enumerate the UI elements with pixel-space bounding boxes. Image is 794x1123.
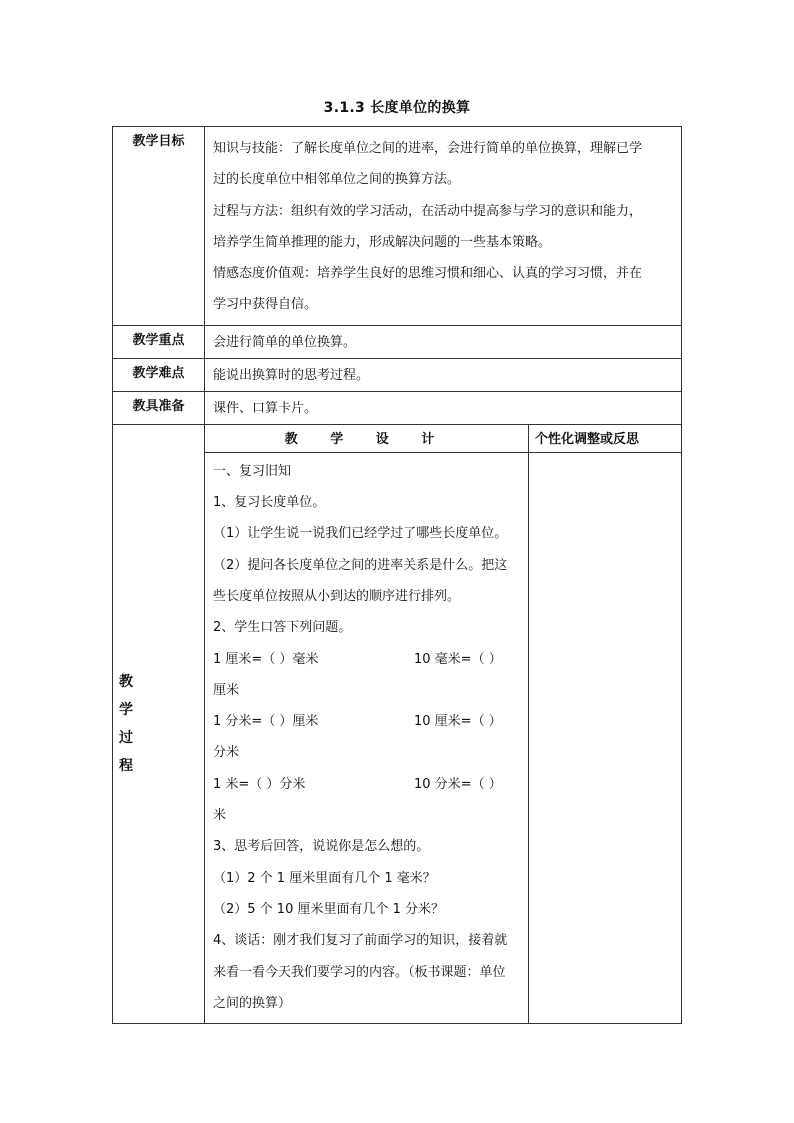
goals-line: 情感态度价值观：培养学生良好的思维习惯和细心、认真的学习习惯，并在: [213, 266, 643, 282]
design-line: 一、复习旧知: [213, 463, 292, 479]
design-line: 3、思考后回答，说说你是怎么想的。: [213, 839, 430, 855]
teaching-focus-label: 教学重点: [113, 325, 205, 358]
process-label-char: 程: [119, 757, 133, 774]
goals-line: 知识与技能：了解长度单位之间的进率，会进行简单的单位换算，理解已学: [213, 141, 643, 156]
exercise-left: 1 分米=（ ）厘米: [213, 714, 319, 730]
design-line: 1、复习长度单位。: [213, 495, 326, 511]
process-header-row: [113, 424, 682, 452]
exercise-right: 10 分米=（ ）: [414, 776, 502, 792]
design-header: 教 学 设 计: [205, 424, 529, 452]
teaching-goals-row: [113, 127, 682, 326]
goals-line: 过程与方法：组织有效的学习活动，在活动中提高参与学习的意识和能力，: [213, 203, 643, 219]
teaching-difficulty-label: 教学难点: [113, 358, 205, 391]
teaching-difficulty-content: 能说出换算时的思考过程。: [205, 358, 682, 391]
teaching-goals-content: [205, 127, 682, 326]
exercise-continuation: 厘米: [213, 682, 240, 698]
document-title: 3.1.3 长度单位的换算: [323, 100, 471, 116]
process-label-char: 过: [119, 729, 133, 746]
exercise-row: [213, 644, 520, 675]
reflection-header: 个性化调整或反思: [529, 424, 682, 452]
teaching-prep-label: 教具准备: [113, 391, 205, 424]
teaching-process-label: [113, 424, 205, 1023]
teaching-focus-row: [113, 325, 682, 358]
lesson-plan-table: [112, 126, 682, 1024]
process-label-char: 学: [119, 701, 133, 718]
exercise-left: 1 厘米=（ ）毫米: [213, 651, 319, 667]
design-line: 之间的换算）: [213, 995, 292, 1011]
design-line: 4、谈话：刚才我们复习了前面学习的知识，接着就: [213, 933, 508, 949]
teaching-design-content: [205, 452, 529, 1023]
design-line: （1）2 个 1 厘米里面有几个 1 毫米？: [213, 870, 436, 886]
goals-line: 过的长度单位中相邻单位之间的换算方法。: [213, 172, 461, 188]
design-line: （1）让学生说一说我们已经学过了哪些长度单位。: [213, 526, 508, 542]
goals-line: 学习中获得自信。: [213, 297, 318, 313]
teaching-difficulty-row: [113, 358, 682, 391]
exercise-left: 1 米=（ ）分米: [213, 776, 306, 792]
design-line: 2、学生口答下列问题。: [213, 620, 352, 636]
design-line: （2）5 个 10 厘米里面有几个 1 分米？: [213, 901, 445, 917]
design-line: 来看一看今天我们要学习的内容。（板书课题：单位: [213, 964, 506, 980]
design-line: 些长度单位按照从小到达的顺序进行排列。: [213, 588, 461, 604]
teaching-focus-content: 会进行简单的单位换算。: [205, 325, 682, 358]
exercise-continuation: 分米: [213, 745, 240, 761]
teaching-prep-content: 课件、口算卡片。: [205, 391, 682, 424]
exercise-continuation: 米: [213, 808, 227, 824]
exercise-right: 10 厘米=（ ）: [414, 714, 502, 730]
design-line: （2）提问各长度单位之间的进率关系是什么。把这: [213, 557, 508, 573]
goals-line: 培养学生简单推理的能力，形成解决问题的一些基本策略。: [213, 234, 552, 250]
teaching-prep-row: [113, 391, 682, 424]
exercise-right: 10 毫米=（ ）: [414, 651, 502, 667]
process-label-char: 教: [119, 673, 133, 690]
reflection-content: [529, 452, 682, 1023]
teaching-goals-label: 教学目标: [113, 127, 205, 326]
exercise-row: [213, 706, 520, 737]
exercise-row: [213, 769, 520, 800]
